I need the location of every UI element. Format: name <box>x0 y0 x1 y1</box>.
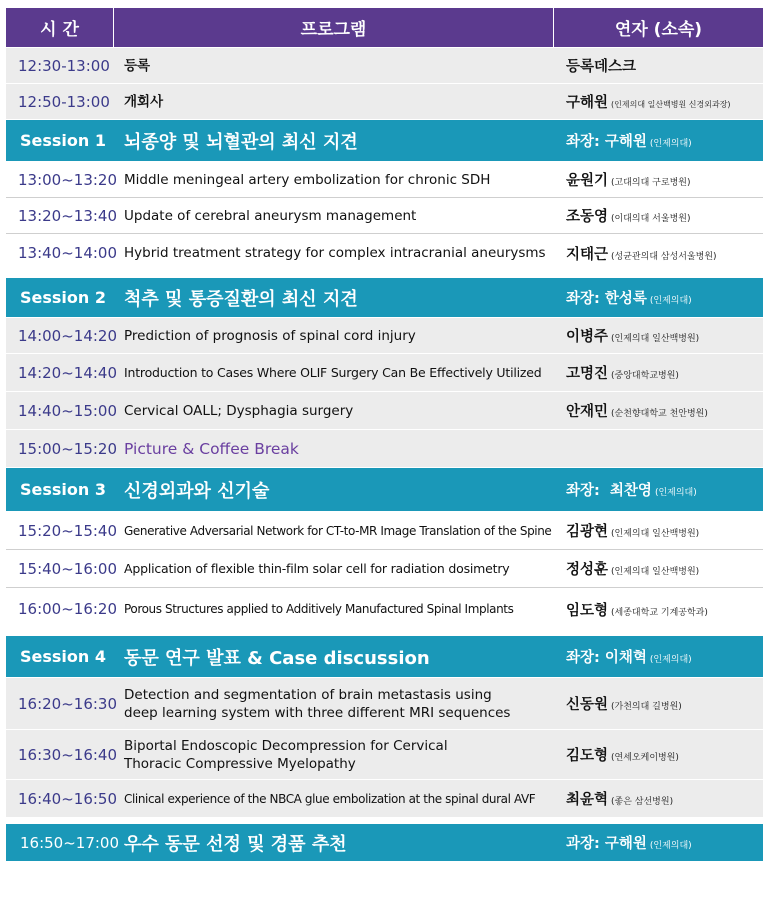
program-line-1: Detection and segmentation of brain metastasis using <box>124 686 492 703</box>
speaker-affiliation: (연세오케이병원) <box>611 753 679 763</box>
speaker-affiliation: (세종대학교 기계공학과) <box>611 607 708 618</box>
row-time: 16:50~17:00 <box>20 833 120 852</box>
row-program <box>114 686 554 722</box>
speaker-name: 고명진 <box>566 366 609 382</box>
session-title: 동문 연구 발표 & Case discussion <box>124 647 430 669</box>
row-time: 16:40~16:50 <box>18 789 118 808</box>
row-time: 12:50-13:00 <box>18 92 110 111</box>
speaker-name: 조동영 <box>566 209 609 225</box>
speaker-affiliation: (순천향대학교 천안병원) <box>611 409 708 419</box>
row-time: 14:20~14:40 <box>18 363 118 382</box>
speaker-affiliation: (인제의대 일산백병원) <box>611 567 700 577</box>
table-row <box>6 512 763 550</box>
speaker-name: 지태근 <box>566 246 609 263</box>
session-title: 신경외과와 신기술 <box>124 480 270 502</box>
row-speaker <box>554 599 763 620</box>
session-chair <box>554 130 763 151</box>
table-row <box>6 318 763 354</box>
row-program: Clinical experience of the NBCA glue embolization at the spinal dural AVF <box>124 791 536 806</box>
session-chair <box>554 287 763 308</box>
chair-affiliation: (인제의대) <box>649 139 692 149</box>
session-row <box>6 272 763 318</box>
chair-affiliation: (인제의대) <box>654 488 697 498</box>
chair-name: 좌장: 최찬영 <box>566 483 652 499</box>
row-time: 15:20~15:40 <box>18 521 118 540</box>
row-speaker <box>554 55 763 76</box>
row-time: 13:40~14:00 <box>18 244 118 262</box>
table-row <box>6 730 763 780</box>
row-program: Cervical OALL; Dysphagia surgery <box>124 402 354 419</box>
header-speaker: 연자 (소속) <box>614 20 703 40</box>
row-program: Middle meningeal artery embolization for chronic SDH <box>124 171 491 188</box>
speaker-affiliation: (이대의대 서울병원) <box>611 214 691 224</box>
session-row <box>6 818 763 862</box>
speaker-affiliation: (가천의대 길병원) <box>611 702 682 712</box>
program-line-2: deep learning system with three different MRI sequences <box>124 704 511 721</box>
speaker-name: 이병주 <box>566 329 609 345</box>
row-speaker <box>554 400 763 421</box>
session-chair <box>554 646 763 667</box>
table-header <box>6 8 763 48</box>
session-title: 척추 및 통증질환의 최신 지견 <box>124 288 358 310</box>
table-row <box>6 84 763 120</box>
row-program <box>114 737 554 773</box>
table-row <box>6 392 763 430</box>
table-row <box>6 198 763 234</box>
row-speaker <box>554 243 763 264</box>
table-row <box>6 354 763 392</box>
row-speaker <box>554 362 763 383</box>
chair-affiliation: (인제의대) <box>649 841 692 851</box>
row-speaker <box>554 744 763 765</box>
row-program: Porous Structures applied to Additively Manufactured Spinal Implants <box>124 602 514 616</box>
row-program: 등록 <box>124 57 151 74</box>
row-time: 13:20~13:40 <box>18 206 118 225</box>
row-speaker <box>554 693 763 714</box>
session-label: Session 2 <box>20 288 106 307</box>
chair-affiliation: (인제의대) <box>649 655 692 665</box>
table-row <box>6 588 763 630</box>
table-row <box>6 430 763 468</box>
speaker-name: 최윤혁 <box>566 792 609 808</box>
row-program: Prediction of prognosis of spinal cord injury <box>124 327 416 344</box>
row-time: 15:40~16:00 <box>18 559 118 578</box>
row-program: Generative Adversarial Network for CT-to-MR Image Translation of the Spine <box>124 523 552 538</box>
session-chair <box>554 832 763 853</box>
program-line-2: Thoracic Compressive Myelopathy <box>124 755 356 772</box>
row-time: 16:30~16:40 <box>18 745 118 764</box>
speaker-affiliation: (인제의대 일산백병원) <box>611 334 700 344</box>
chair-name: 좌장: 한성록 <box>566 291 647 307</box>
row-speaker <box>554 520 763 541</box>
speaker-name: 김광현 <box>566 524 609 540</box>
speaker-affiliation: (인제의대 일산백병원) <box>611 529 700 539</box>
session-chair <box>554 479 763 500</box>
speaker-affiliation: (중앙대학교병원) <box>611 371 679 381</box>
row-time: 14:00~14:20 <box>18 326 118 345</box>
session-row <box>6 468 763 512</box>
session-title: 뇌종양 및 뇌혈관의 최신 지견 <box>124 131 358 153</box>
table-row <box>6 780 763 818</box>
session-row <box>6 630 763 678</box>
chair-affiliation: (인제의대) <box>649 296 692 306</box>
session-title: 우수 동문 선정 및 경품 추천 <box>124 833 347 855</box>
table-row <box>6 678 763 730</box>
row-time: 13:00~13:20 <box>18 170 118 189</box>
row-speaker <box>554 558 763 579</box>
row-time: 16:00~16:20 <box>18 600 118 618</box>
table-row <box>6 550 763 588</box>
row-program: 개회사 <box>124 93 164 110</box>
row-time: 16:20~16:30 <box>18 694 118 713</box>
row-program: Hybrid treatment strategy for complex intracranial aneurysms <box>124 245 546 261</box>
speaker-name: 윤원기 <box>566 173 609 189</box>
speaker-name: 안재민 <box>566 404 609 420</box>
table-row <box>6 234 763 272</box>
table-row <box>6 48 763 84</box>
session-label: Session 1 <box>20 131 106 150</box>
row-time: 14:40~15:00 <box>18 401 118 420</box>
row-program: Introduction to Cases Where OLIF Surgery Can Be Effectively Utilized <box>124 364 542 380</box>
speaker-affiliation: (좋은 삼선병원) <box>611 797 674 807</box>
row-speaker <box>554 91 763 112</box>
session-label: Session 4 <box>20 647 106 666</box>
speaker-name: 등록데스크 <box>566 59 637 75</box>
session-row <box>6 120 763 162</box>
session-label: Session 3 <box>20 480 106 499</box>
chair-name: 과장: 구해원 <box>566 836 647 852</box>
row-program: Picture & Coffee Break <box>124 439 299 458</box>
speaker-name: 구해원 <box>566 95 609 111</box>
speaker-affiliation: (성균관의대 삼성서울병원) <box>611 251 717 262</box>
speaker-affiliation: (인제의대 일산백병원 신경외과장) <box>611 100 731 109</box>
row-program: Application of flexible thin-film solar cell for radiation dosimetry <box>124 560 510 576</box>
speaker-name: 임도형 <box>566 602 609 619</box>
row-speaker <box>554 325 763 346</box>
speaker-name: 정성훈 <box>566 562 609 578</box>
table-row <box>6 162 763 198</box>
header-program: 프로그램 <box>114 8 554 48</box>
chair-name: 좌장: 이채혁 <box>566 650 647 666</box>
speaker-name: 신동원 <box>566 697 609 713</box>
row-program: Update of cerebral aneurysm management <box>124 207 417 224</box>
schedule-table <box>6 8 763 862</box>
row-time: 12:30-13:00 <box>18 56 110 75</box>
speaker-name: 김도형 <box>566 748 609 764</box>
speaker-affiliation: (고대의대 구로병원) <box>611 178 691 188</box>
program-line-1: Biportal Endoscopic Decompression for Cervical <box>124 737 448 754</box>
row-speaker <box>554 205 763 226</box>
row-time: 15:00~15:20 <box>18 439 118 458</box>
row-speaker <box>554 788 763 809</box>
chair-name: 좌장: 구해원 <box>566 134 647 150</box>
row-speaker <box>554 169 763 190</box>
header-time: 시 간 <box>6 8 114 48</box>
